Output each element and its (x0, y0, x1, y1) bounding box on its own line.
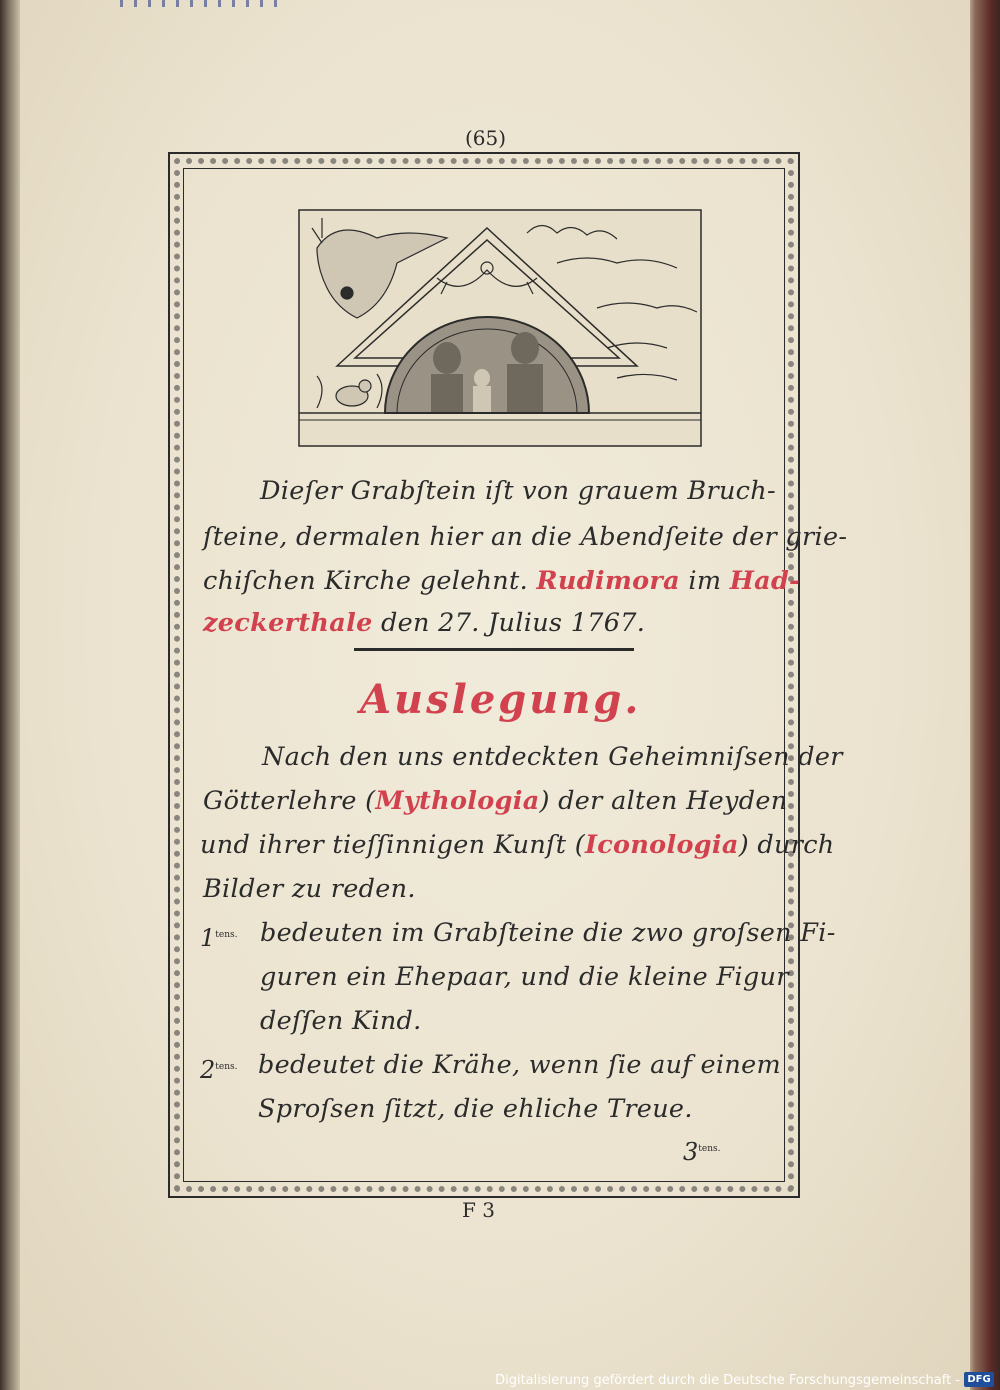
section-divider (354, 648, 634, 651)
binding-strip (120, 0, 280, 7)
body-text: ) durch (738, 830, 835, 860)
digitization-footer (0, 1368, 1000, 1390)
caption-text: im (680, 566, 730, 596)
place-name-hadzeckerthale-part1: Had- (729, 566, 800, 596)
item-1-line-1: bedeuten im Grabſteine die zwo groſsen Fi- (260, 918, 836, 948)
body-text: ) der alten Heyden (539, 786, 788, 816)
term-iconologia: Iconologia (584, 830, 739, 860)
footer-credit: Digitalisierung gefördert durch die Deutsche Forschungsgemeinschaft - (495, 1373, 960, 1388)
caption-line-4 (203, 608, 645, 638)
dfg-logo-icon: DFG (964, 1372, 994, 1387)
term-mythologia: Mythologia (375, 786, 540, 816)
page-number: (65) (465, 126, 507, 150)
item-number-1: $1^{tens.}$ (200, 924, 238, 952)
signature-mark: F 3 (462, 1198, 495, 1222)
body-text: Götterlehre ( (203, 786, 376, 816)
caption-line-3 (203, 566, 800, 596)
body-line-2 (203, 786, 787, 816)
caption-line-1: Dieſer Grabſtein iſt von grauem Bruch- (260, 476, 776, 506)
body-line-4: Bilder zu reden. (203, 874, 416, 904)
section-heading: Auslegung. (360, 676, 642, 723)
body-line-3 (200, 830, 835, 860)
gravestone-engraving (297, 208, 703, 448)
body-text: und ihrer tieſſinnigen Kunſt ( (200, 830, 585, 860)
item-number-2: $2^{tens.}$ (200, 1056, 238, 1084)
catchword: $3^{tens.}$ (683, 1138, 721, 1166)
item-2-line-2: Sproſsen ſitzt, die ehliche Treue. (258, 1094, 693, 1124)
item-2-line-1: bedeutet die Krähe, wenn ſie auf einem (258, 1050, 781, 1080)
body-line-1: Nach den uns entdeckten Geheimniſsen der (262, 742, 843, 772)
caption-line-2: ſteine, dermalen hier an die Abendſeite der grie- (203, 522, 848, 552)
place-name-rudimora: Rudimora (536, 566, 680, 596)
item-1-line-2: guren ein Ehepaar, und die kleine Figur (260, 962, 789, 992)
caption-date: den 27. Julius 1767. (372, 608, 646, 638)
caption-text: chiſchen Kirche gelehnt. (203, 566, 537, 596)
item-1-line-3: deſſen Kind. (260, 1006, 422, 1036)
place-name-hadzeckerthale-part2: zeckerthale (203, 608, 373, 638)
